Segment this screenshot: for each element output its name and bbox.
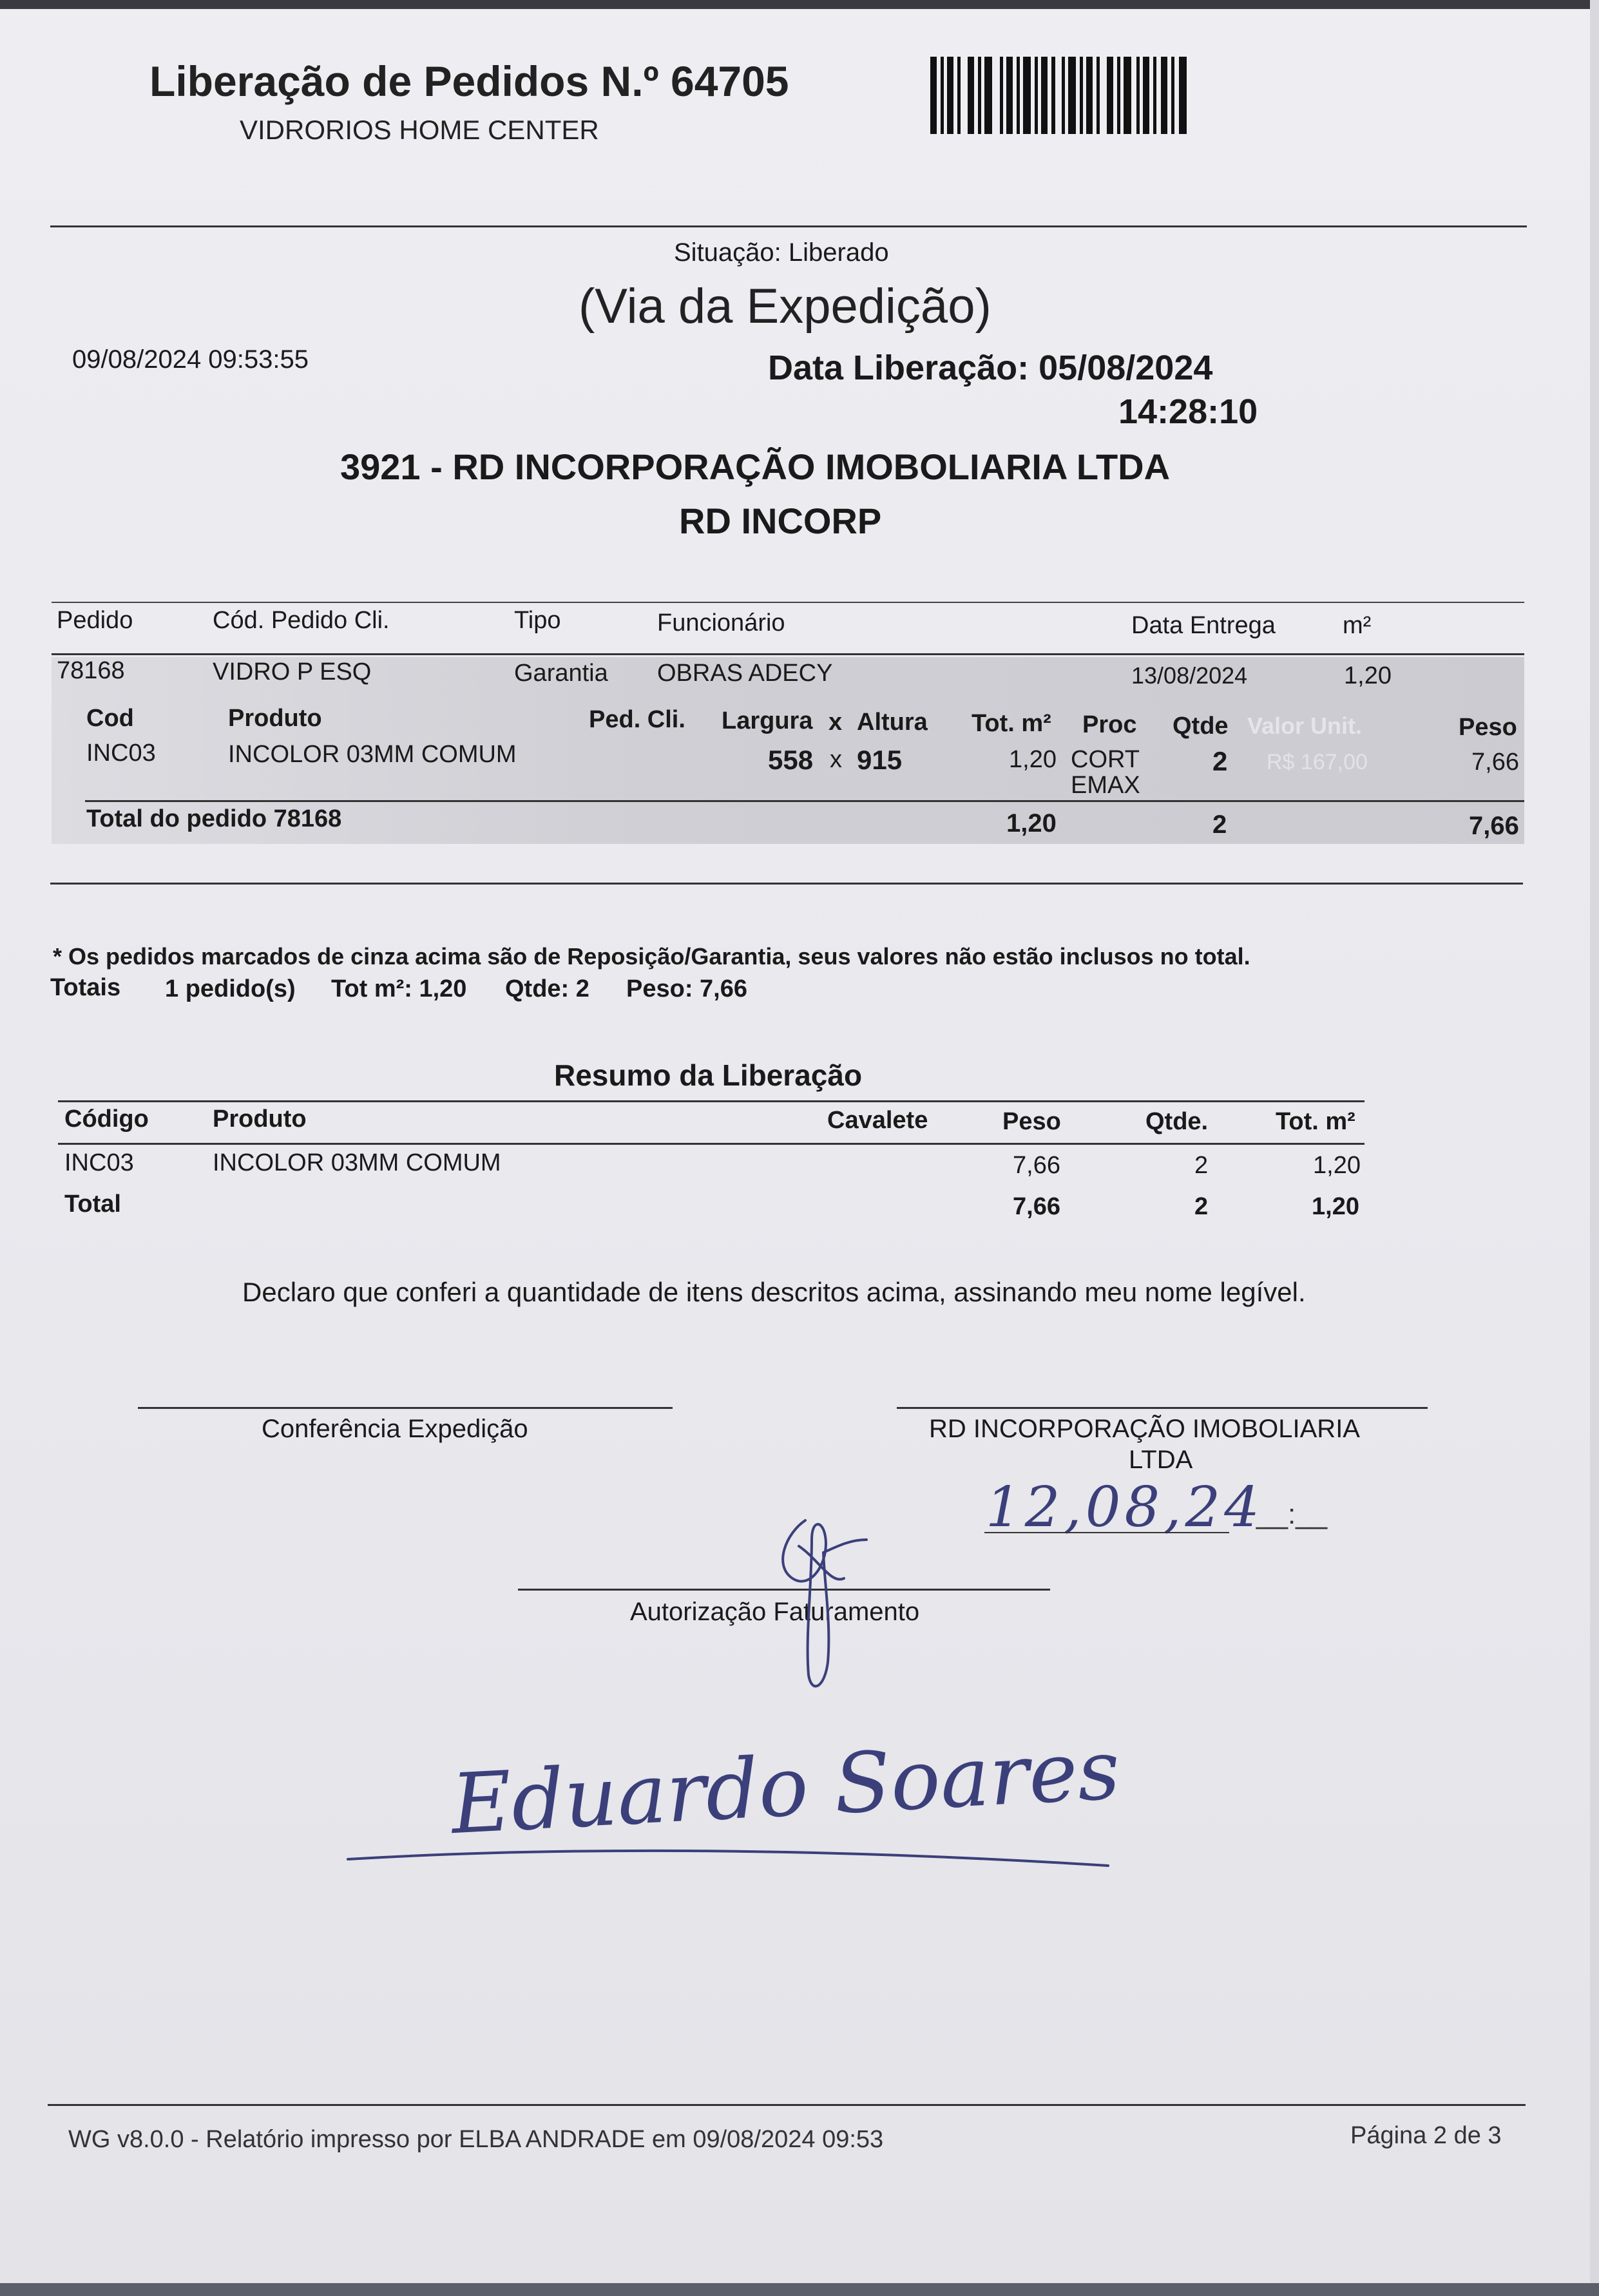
order-pedido: 78168	[57, 657, 125, 684]
resumo-qtde: 2	[1194, 1152, 1209, 1179]
hora-liberacao: 14:28:10	[1118, 392, 1258, 431]
item-header-largura: Largura	[722, 707, 813, 734]
data-liberacao: Data Liberação: 05/08/2024	[768, 349, 1213, 387]
scan-right-border	[1590, 0, 1599, 2296]
handwritten-date: 12,08,24	[986, 1475, 1263, 1540]
item-largura: 558	[768, 745, 814, 775]
order-m2: 1,20	[1344, 662, 1392, 689]
conferencia-signature-line	[138, 1407, 673, 1409]
col-header-data-entrega: Data Entrega	[1131, 612, 1276, 639]
order-cod-pedido-cli: VIDRO P ESQ	[213, 658, 372, 685]
company-name: VIDRORIOS HOME CENTER	[240, 115, 599, 145]
resumo-peso: 7,66	[1013, 1152, 1060, 1179]
client-name: 3921 - RD INCORPORAÇÃO IMOBOLIARIA LTDA	[340, 446, 1171, 487]
resumo-header-produto: Produto	[213, 1105, 307, 1133]
item-peso: 7,66	[1471, 749, 1519, 776]
resumo-total-label: Total	[64, 1191, 121, 1218]
handwritten-name-signature: Eduardo Soares	[448, 1721, 1122, 1853]
item-header-proc: Proc	[1082, 711, 1137, 738]
col-header-pedido: Pedido	[57, 607, 133, 634]
footer-rule	[48, 2104, 1526, 2106]
order-total-label: Total do pedido 78168	[86, 805, 342, 832]
declaration-text: Declaro que conferi a quantidade de itens descritos acima, assinando meu nome legível.	[242, 1277, 1306, 1307]
order-data-entrega: 13/08/2024	[1131, 662, 1248, 689]
item-valor-unit: R$ 167,00	[1267, 750, 1368, 774]
item-tot-m2: 1,20	[1009, 746, 1057, 773]
totais-qtde: Qtde: 2	[505, 975, 589, 1002]
item-header-peso: Peso	[1459, 714, 1517, 741]
item-proc-1: CORT	[1071, 746, 1140, 773]
item-x: x	[830, 746, 842, 773]
order-table-top-rule	[52, 602, 1524, 603]
client-sign-line1: RD INCORPORAÇÃO IMOBOLIARIA	[929, 1415, 1360, 1443]
item-altura: 915	[857, 745, 903, 775]
totais-label: Totais	[50, 974, 121, 1001]
totais-peso: Peso: 7,66	[626, 975, 747, 1002]
order-total-m2: 1,20	[1006, 809, 1057, 837]
resumo-total-tot-m2: 1,20	[1312, 1193, 1359, 1220]
col-header-cod-pedido-cli: Cód. Pedido Cli.	[213, 607, 390, 634]
item-cod: INC03	[86, 740, 156, 767]
page-title: Liberação de Pedidos N.º 64705	[149, 57, 789, 105]
resumo-title: Resumo da Liberação	[554, 1058, 863, 1092]
order-tipo: Garantia	[514, 660, 608, 687]
item-header-x: x	[828, 709, 843, 736]
resumo-header-tot-m2: Tot. m²	[1276, 1108, 1355, 1135]
item-header-ped-cli: Ped. Cli.	[589, 706, 685, 733]
header-divider	[50, 225, 1527, 227]
item-header-qtde: Qtde	[1173, 713, 1229, 740]
name-signature-underline-icon	[348, 1842, 1121, 1868]
footer-page-number: Página 2 de 3	[1350, 2122, 1502, 2149]
resumo-header-qtde: Qtde.	[1145, 1108, 1209, 1135]
situacao-label: Situação: Liberado	[674, 238, 889, 267]
scan-bottom-border	[0, 2283, 1599, 2296]
order-header-rule	[52, 653, 1524, 655]
initials-signature-icon	[760, 1507, 876, 1694]
resumo-total-peso: 7,66	[1013, 1193, 1060, 1220]
item-produto: INCOLOR 03MM COMUM	[228, 741, 517, 768]
resumo-produto: INCOLOR 03MM COMUM	[213, 1149, 501, 1176]
item-header-altura: Altura	[857, 709, 928, 736]
client-short-name: RD INCORP	[679, 501, 882, 541]
col-header-m2: m²	[1343, 612, 1372, 639]
col-header-funcionario: Funcionário	[657, 609, 785, 636]
conferencia-label: Conferência Expedição	[262, 1415, 528, 1443]
resumo-header-codigo: Código	[64, 1105, 149, 1133]
item-proc-2: EMAX	[1071, 772, 1140, 799]
item-header-produto: Produto	[228, 705, 322, 732]
order-funcionario: OBRAS ADECY	[657, 660, 833, 687]
item-header-tot-m2: Tot. m²	[972, 710, 1051, 737]
order-total-rule	[85, 800, 1524, 802]
resumo-tot-m2: 1,20	[1313, 1152, 1361, 1179]
item-header-cod: Cod	[86, 705, 134, 732]
via-label: (Via da Expedição)	[579, 279, 991, 334]
print-datetime: 09/08/2024 09:53:55	[72, 345, 309, 374]
item-header-valor-unit: Valor Unit.	[1247, 713, 1363, 739]
resumo-total-qtde: 2	[1194, 1193, 1209, 1220]
client-sign-line2: LTDA	[1129, 1446, 1193, 1474]
order-section-end-rule	[50, 883, 1523, 885]
garantia-note: * Os pedidos marcados de cinza acima são de Reposição/Garantia, seus valores não estão inclusos no total.	[53, 943, 1250, 970]
resumo-header-rule	[58, 1143, 1364, 1145]
resumo-header-peso: Peso	[1002, 1108, 1061, 1135]
order-total-qtde: 2	[1212, 810, 1227, 839]
resumo-header-cavalete: Cavalete	[827, 1107, 928, 1134]
autorizacao-label: Autorização Faturamento	[630, 1598, 920, 1626]
time-blank: __:__	[1256, 1498, 1328, 1530]
order-total-peso: 7,66	[1469, 812, 1519, 840]
totais-pedidos: 1 pedido(s)	[165, 975, 296, 1002]
footer-printed-by: WG v8.0.0 - Relatório impresso por ELBA ANDRADE em 09/08/2024 09:53	[68, 2126, 884, 2153]
col-header-tipo: Tipo	[514, 607, 561, 634]
date-underline	[984, 1532, 1229, 1533]
resumo-codigo: INC03	[64, 1149, 134, 1176]
item-qtde: 2	[1212, 746, 1228, 776]
scan-top-border	[0, 0, 1599, 9]
resumo-top-rule	[58, 1100, 1364, 1102]
totais-m2: Tot m²: 1,20	[331, 975, 467, 1002]
barcode-icon	[930, 57, 1189, 134]
client-signature-line	[897, 1407, 1428, 1409]
